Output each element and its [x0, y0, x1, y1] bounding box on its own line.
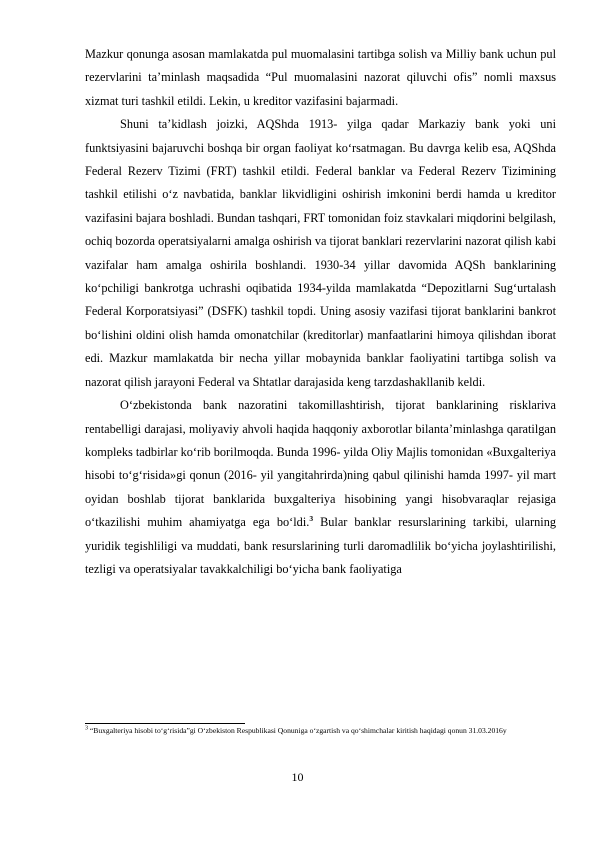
- paragraph-1: Mazkur qonunga asosan mamlakatda pul muomalasini tartibga solish va Milliy bank uchun pul rezervlarini ta’minlash maqsadida “Pul muomalasini nazorat qiluvchi ofis” nomli maxsus xizmat turi tashkil etildi. Lekin, u kreditor vazifasini bajarmadi.: [85, 47, 556, 108]
- paragraph-2: Shuni ta’kidlash joizki, AQShda 1913- yilga qadar Markaziy bank yoki uni funktsiyasini bajaruvchi boshqa bir organ faoliyat ko‘rsatmagan. Bu davrga kelib esa, AQShda Federal Rezerv Tizimi (FRT) tashkil etildi. Federal banklar va Federal Rezerv Tizimining tashkil etilishi o‘z navbatida, banklar likvidligini oshirish imkonini berdi hamda u kreditor vazifasini bajara boshladi. Bundan tashqari, FRT tomonidan foiz stavkalari miqdorini belgilash, ochiq bozorda operatsiyalarni amalga oshirish va tijorat banklari rezervlarini nazorat qilish kabi vazifalar ham amalga oshirila boshlandi. 1930-34 yillar davomida AQSh banklarining ko‘pchiligi bankrotga uchrashi oqibatida 1934-yilda mamlakatda “Depozitlarni Sug‘urtalash Federal Korporatsiyasi” (DSFK) tashkil topdi. Uning asosiy vazifasi tijorat banklarini bankrot bo‘lishini oldini olish hamda omonatchilar (kreditorlar) manfaatlarini himoya qilishdan iborat edi. Mazkur mamlakatda bir necha yillar mobaynida banklar faoliyatini tartibga solish va nazorat qilish jarayoni Federal va Shtatlar darajasida keng tarzdashakllanib keldi.: [85, 117, 556, 389]
- footnote-separator: [85, 723, 245, 724]
- footnote-marker: 3: [85, 725, 88, 732]
- paragraph-3-text-after-note: Bular banklar resurslarining tarkibi, ularning yuridik tegishliligi va muddati, bank resurslarining turli daromadlilik bo‘yicha joylashtirilishi, tezligi va operatsiyalar tavakkalchiligi bo‘yicha bank faoliyatiga: [85, 515, 556, 576]
- body-text: [85, 43, 556, 581]
- paragraph-3: [85, 394, 556, 581]
- footnote-reference[interactable]: 3: [309, 514, 314, 524]
- page-number: 10: [291, 770, 304, 784]
- footnote-text: “Buxgalteriya hisobi to‘g‘risida”gi O‘zbekiston Respublikasi Qonuniga o‘zgartish va qo‘shimchalar kiritish haqidagi qonun 31.03.2016y: [88, 726, 507, 735]
- paragraph-3-text-before-note: O‘zbekistonda bank nazoratini takomillashtirish, tijorat banklarining risklariva rentabelligi darajasi, moliyaviy ahvoli haqida haqqoniy axborotlar bilanta’minlashga qaratilgan kompleks tadbirlar ko‘rib borilmoqda. Bunda 1996- yilda Oliy Majlis tomonidan «Buxgalteriya hisobi to‘g‘risida»gi qonun (2016- yil yangitahrirda)ning qabul qilinishi hamda 1997- yil mart oyidan boshlab tijorat banklarida buxgalteriya hisobining yangi hisobvaraqlar rejasiga o‘tkazilishi muhim ahamiyatga ega bo‘ldi.: [85, 398, 556, 530]
- footnote: [85, 725, 545, 737]
